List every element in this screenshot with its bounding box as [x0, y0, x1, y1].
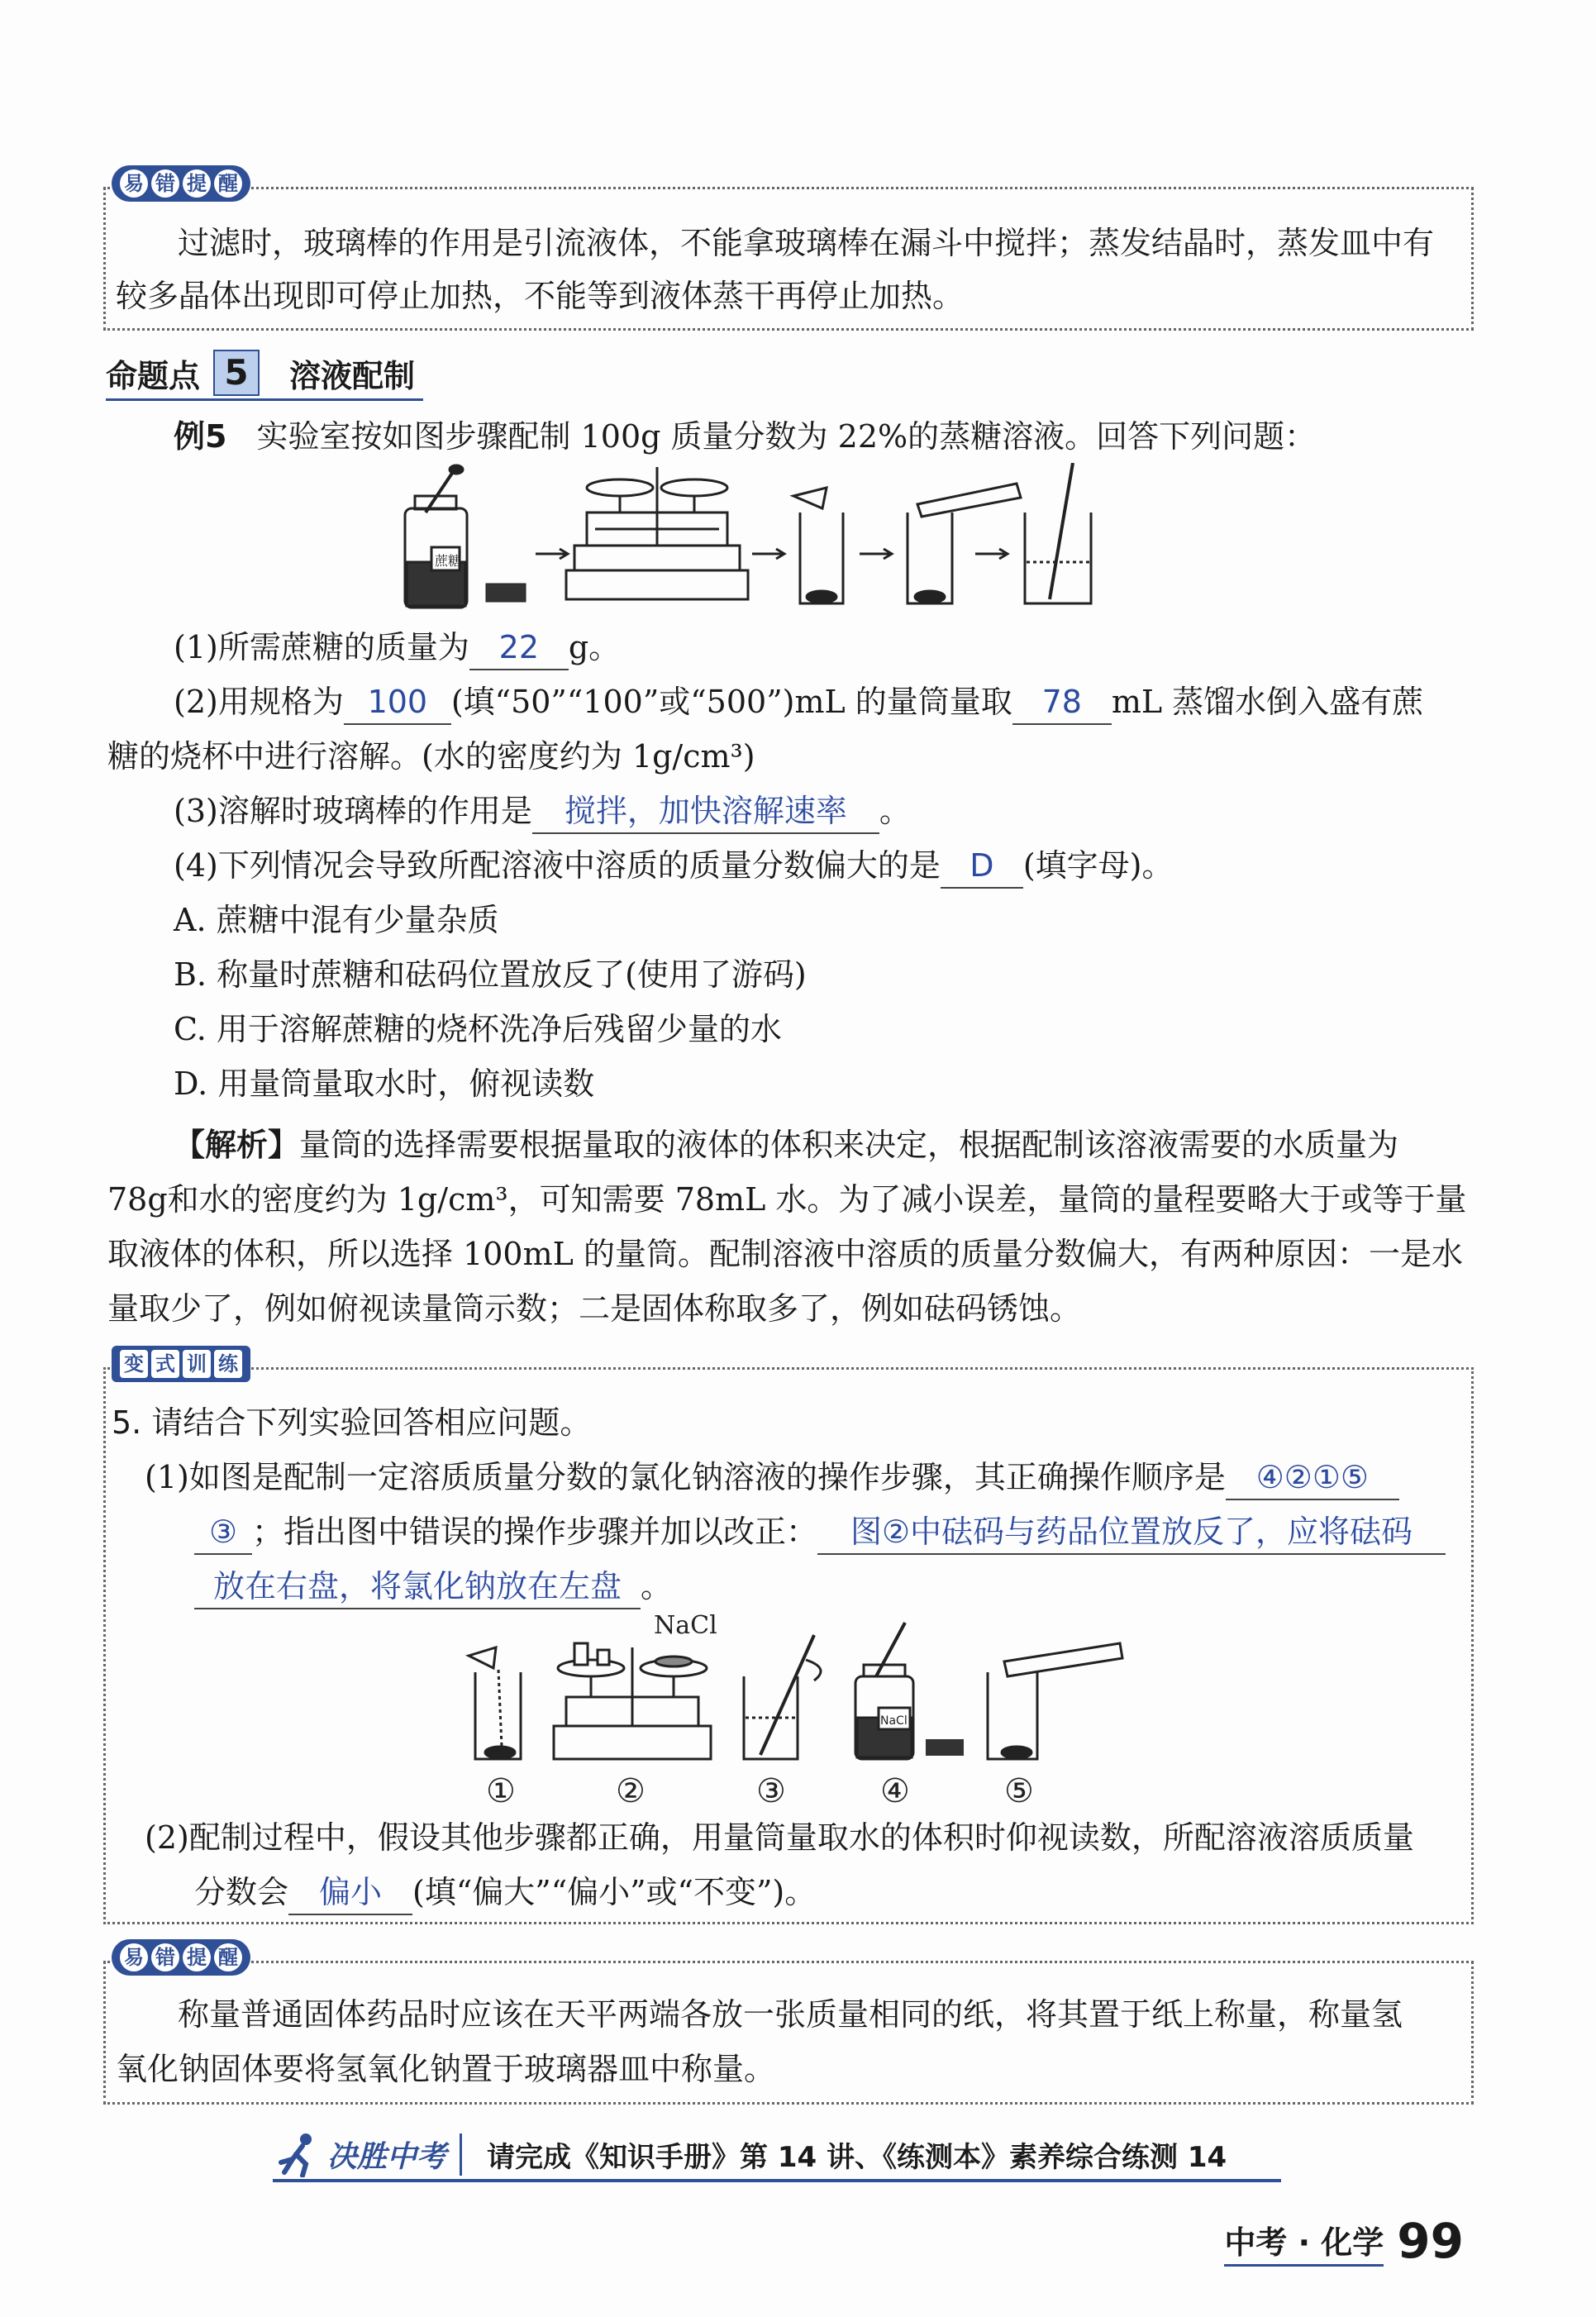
- example-label: 例5: [174, 418, 227, 455]
- tip-2-line-2: 氧化钠固体要将氢氧化钠置于玻璃器皿中称量。: [116, 2051, 776, 2087]
- practice-part2: [145, 1810, 1467, 1919]
- analysis-line-2: 78g和水的密度约为 1g/cm³，可知需要 78mL 水。为了减小误差，量筒的量程要略大于或等于量: [107, 1181, 1467, 1218]
- p1-line-1: [112, 1450, 1467, 1504]
- analysis-label: 【解析】: [174, 1127, 300, 1163]
- tip-1-body: [116, 217, 1471, 322]
- nacl-label: NaCl: [654, 1611, 717, 1640]
- p1-post: 。: [641, 1568, 673, 1604]
- tag-char: 易: [120, 1943, 148, 1971]
- tip-2-body: [116, 1987, 1471, 2096]
- sugar-jar: [405, 465, 467, 608]
- balance-scale: [566, 467, 748, 599]
- tag-char: 易: [120, 169, 148, 198]
- q3-text: (3)溶解时玻璃棒的作用是: [174, 793, 532, 829]
- beaker-pour: [793, 488, 843, 603]
- tag-char: 练: [214, 1350, 242, 1378]
- p1-answer-2b: 放在右盘，将氯化钠放在左盘: [194, 1565, 641, 1609]
- q3-post: 。: [879, 793, 911, 829]
- practice-question: 5. 请结合下列实验回答相应问题。: [112, 1404, 592, 1441]
- q1-unit: g。: [568, 629, 621, 665]
- tag-char: 训: [183, 1350, 211, 1378]
- option-c: C. 用于溶解蔗糖的烧杯洗净后残留少量的水: [174, 1011, 782, 1047]
- runner-icon: [273, 2131, 322, 2177]
- p1-answer-a: ④②①⑤: [1226, 1456, 1399, 1500]
- footer-brand: 决胜中考: [327, 2133, 462, 2176]
- example-text: 实验室按如图步骤配制 100g 质量分数为 22%的蒸糖溶液。回答下列问题：: [256, 418, 1317, 455]
- practice-body: [112, 1395, 1467, 1614]
- q2-line: [174, 675, 1479, 729]
- q4-post: (填字母)。: [1022, 847, 1174, 884]
- weight-block-2: [926, 1739, 964, 1756]
- p1-text: (1)如图是配制一定溶质质量分数的氯化钠溶液的操作步骤，其正确操作顺序是: [145, 1459, 1226, 1495]
- arrow-3: [860, 549, 892, 559]
- footer-bar: [273, 2129, 1281, 2182]
- option-b: B. 称量时蔗糖和砝码位置放反了(使用了游码): [174, 956, 807, 993]
- tag-char: 提: [183, 169, 211, 198]
- p1-line-3: [112, 1559, 1467, 1614]
- step1-beaker: [469, 1647, 521, 1759]
- arrow-1: [536, 549, 568, 559]
- page-footer-right: [1224, 2215, 1464, 2267]
- page-number: 99: [1397, 2213, 1464, 2269]
- q1-answer: 22: [469, 626, 569, 670]
- q4-line: [174, 838, 1479, 893]
- tip-tag-1: [112, 165, 250, 202]
- tag-char: 醒: [214, 169, 242, 198]
- q4-text: (4)下列情况会导致所配溶液中溶质的质量分数偏大的是: [174, 847, 941, 884]
- footer-subject: 中考 · 化学: [1224, 2221, 1384, 2267]
- tag-char: 提: [183, 1943, 211, 1971]
- tip-tag-2: [112, 1939, 250, 1976]
- section-title: 溶液配制: [289, 357, 416, 394]
- arrow-4: [975, 549, 1008, 559]
- q1-text: (1)所需蔗糖的质量为: [174, 629, 469, 665]
- analysis-block: [107, 1118, 1479, 1336]
- q3-line: [174, 784, 1479, 838]
- section-heading: [106, 347, 423, 401]
- beaker-stirring: [1025, 463, 1091, 603]
- nacl-jar-label: NaCl: [880, 1714, 908, 1728]
- analysis-line-4: 量取少了，例如俯视读量筒示数；二是固体称取多了，例如砝码锈蚀。: [107, 1290, 1082, 1327]
- tag-char: 错: [151, 1943, 179, 1971]
- fig-label-4: ④: [880, 1772, 910, 1809]
- tag-char: 错: [151, 169, 179, 198]
- tip-1-line-2: 较多晶体出现即可停止加热，不能等到液体蒸干再停止加热。: [116, 278, 965, 314]
- p2-post: (填“偏大”“偏小”或“不变”)。: [412, 1874, 817, 1910]
- practice-tag: [112, 1346, 250, 1382]
- p1-mid: ；指出图中错误的操作步骤并加以改正：: [252, 1514, 818, 1550]
- tag-char: 式: [151, 1350, 179, 1378]
- p1-answer-2a: 图②中砝码与药品位置放反了，应将砝码: [817, 1510, 1446, 1555]
- option-d: D. 用量筒量取水时，俯视读数: [174, 1066, 595, 1102]
- q2-post: mL 蒸馏水倒入盛有蔗: [1111, 684, 1424, 720]
- analysis-text-1: 量筒的选择需要根据量取的液体的体积来决定，根据配制该溶液需要的水质量为: [299, 1127, 1399, 1163]
- q2-text: (2)用规格为: [174, 684, 344, 720]
- p2-answer: 偏小: [288, 1871, 412, 1915]
- q2-mid: (填“50”“100”或“500”)mL 的量筒量取: [450, 684, 1012, 720]
- jar-label: 蔗糖: [435, 553, 462, 569]
- practice-figure: [459, 1610, 1153, 1809]
- step3-stir-beaker: [744, 1635, 821, 1759]
- beaker-with-cylinder: [908, 484, 1021, 603]
- example-line: [174, 410, 1316, 463]
- step5-pour: [988, 1643, 1122, 1759]
- footer-text: 请完成《知识手册》第 14 讲、《练测本》素养综合练测 14: [487, 2140, 1227, 2174]
- example-figure: [397, 463, 1190, 620]
- q2-answer-2: 78: [1012, 680, 1112, 725]
- fig-label-5: ⑤: [1004, 1772, 1034, 1809]
- q3-answer: 搅拌，加快溶解速率: [532, 789, 879, 834]
- fig-label-3: ③: [756, 1772, 786, 1809]
- section-number: 5: [213, 350, 260, 396]
- tag-char: 醒: [214, 1943, 242, 1971]
- step2-balance: [554, 1643, 711, 1759]
- analysis-line-3: 取液体的体积，所以选择 100mL 的量筒。配制溶液中溶质的质量分数偏大，有两种原因：一是水: [107, 1236, 1463, 1272]
- weight-block: [486, 584, 526, 602]
- p1-answer-b: ③: [194, 1510, 252, 1555]
- arrow-2: [752, 549, 784, 559]
- q1-line: [174, 620, 1479, 675]
- fig-label-1: ①: [486, 1772, 516, 1809]
- step4-nacl-jar: [855, 1623, 913, 1759]
- p2-line-1: (2)配制过程中，假设其他步骤都正确，用量筒量取水的体积时仰视读数，所配溶液溶质质量: [145, 1819, 1414, 1856]
- p1-line-2: [112, 1504, 1467, 1559]
- q4-answer: D: [941, 844, 1023, 889]
- tag-char: 变: [120, 1350, 148, 1378]
- option-a: A. 蔗糖中混有少量杂质: [174, 902, 499, 938]
- q2-answer-1: 100: [344, 680, 451, 725]
- analysis-line-1: [107, 1118, 1479, 1172]
- tip-2-line-1: 称量普通固体药品时应该在天平两端各放一张质量相同的纸，将其置于纸上称量，称量氢: [178, 1996, 1403, 2033]
- p2-line-2: [145, 1865, 1467, 1919]
- tip-1-line-1: 过滤时，玻璃棒的作用是引流液体，不能拿玻璃棒在漏斗中搅拌；蒸发结晶时，蒸发皿中有: [178, 225, 1435, 261]
- fig-label-2: ②: [616, 1772, 646, 1809]
- p2-text: 分数会: [194, 1874, 289, 1910]
- q2-line-2: 糖的烧杯中进行溶解。(水的密度约为 1g/cm³): [107, 738, 755, 775]
- example-questions: [107, 620, 1479, 1111]
- section-label: 命题点: [106, 357, 201, 394]
